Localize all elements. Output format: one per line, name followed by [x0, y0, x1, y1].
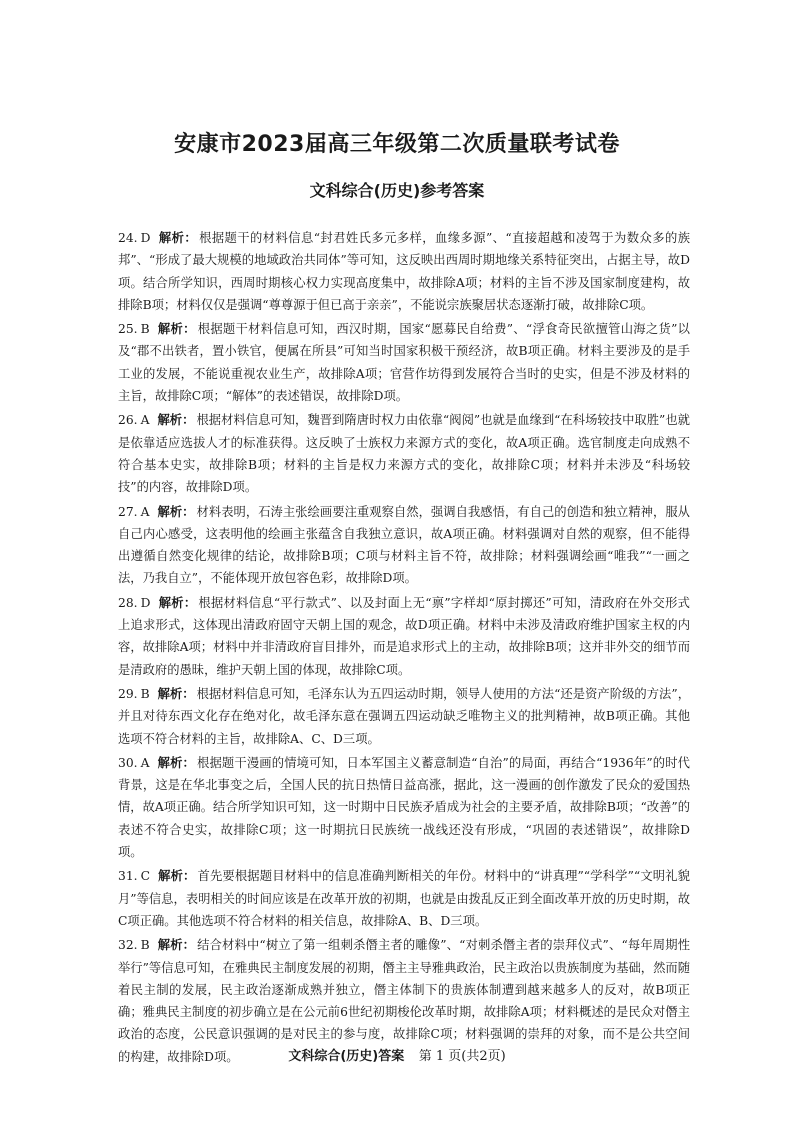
document-subtitle: 文科综合(历史)参考答案: [309, 181, 485, 200]
answer-key: A: [140, 504, 150, 519]
analysis-text: 材料表明，石涛主张绘画要注重观察自然，强调自我感悟，有自己的创造和独立精神，服从自己内心感受，这表明他的绘画主张蕴含自我独立意识，故A项正确。材料强调对自然的观察，但不能得出遵循自然变化规律的结论，故排除B项；C项与材料主旨不符，故排除；材料强调绘画“唯我”“一画之法，乃我自立”，不能体现开放包容色彩，故排除D项。: [118, 504, 690, 586]
analysis-label: 解析：: [157, 321, 196, 337]
answer-item: [118, 683, 690, 750]
document-title: 安康市2023届高三年级第二次质量联考试卷: [174, 132, 620, 157]
answer-list: [118, 227, 690, 1070]
answer-number: 25.: [118, 322, 138, 337]
analysis-label: 解析：: [157, 503, 195, 519]
answer-item: [118, 409, 690, 498]
answer-key: A: [140, 755, 150, 770]
answer-item: [118, 227, 690, 316]
answer-number: 32.: [118, 938, 138, 953]
answer-key: B: [140, 686, 150, 701]
answer-item: [118, 501, 690, 590]
analysis-label: 解析：: [157, 412, 195, 428]
answer-key: A: [140, 413, 150, 428]
answer-number: 27.: [118, 504, 138, 519]
answer-number: 29.: [118, 686, 138, 701]
footer-label: 文科综合(历史)答案: [288, 1049, 405, 1064]
answer-number: 28.: [118, 595, 138, 610]
analysis-text: 根据材料信息可知，毛泽东认为五四运动时期，领导人使用的方法“还是资产阶级的方法”，并且对待东西文化存在绝对化，故毛泽东意在强调五四运动缺乏唯物主义的批判精神，故B项正确。其他选项不符合材料的主旨，故排除A、C、D三项。: [118, 686, 690, 746]
analysis-label: 解析：: [158, 230, 198, 245]
answer-number: 24.: [118, 231, 138, 245]
analysis-text: 根据题干材料信息可知，西汉时期，国家“愿募民自给费”、“浮食奇民欲擅管山海之货”以及“郡不出铁者，置小铁官，便属在所县”可知当时国家积极干预经济，故B项正确。材料主要涉及的是手工业的发展，不能说重视农业生产，故排除A项；官营作坊得到发展符合当时的史实，但是不涉及材料的主旨，故排除C项；“解体”的表述错误，故排除D项。: [118, 322, 690, 404]
analysis-text: 结合材料中“树立了第一组刺杀僭主者的雕像”、“对刺杀僭主者的崇拜仪式”、“每年周期性举行”等信息可知，在雅典民主制度发展的初期，僭主主导雅典政治，民主政治以贵族制度为基础，然而随着民主制的发展，民主政治逐渐成熟并独立，僭主体制下的贵族体制遭到越来越多人的反对，故B项正确；雅典民主制度的初步确立是在公元前6世纪初期梭伦改革时期，故排除A项；材料概述的是民众对僭主政治的态度，公民意识强调的是对民主的参与度，故排除C项；材料强调的崇拜的对象，而不是公共空间的构建，故排除D项。: [118, 938, 690, 1064]
analysis-label: 解析：: [157, 754, 195, 770]
footer-page-number: 第 1 页(共2页): [418, 1049, 506, 1064]
answer-key: C: [140, 869, 150, 884]
analysis-text: 根据题干的材料信息“封君姓氏多元多样，血缘多源”、“直接超越和凌驾于为数众多的族邦”、“形成了最大规模的地域政治共同体”等可知，这反映出西周时期地缘关系特征突出，占据主导，故D项。结合所学知识，西周时期核心权力实现高度集中，故排除A项；材料的主旨不涉及国家制度建构，故排除B项；材料仅仅是强调“尊尊源于但已高于亲亲”，不能说宗族聚居状态逐渐打破，故排除C项。: [118, 231, 690, 312]
page-footer: [0, 1045, 794, 1064]
answer-key: D: [140, 231, 151, 245]
analysis-text: 根据题干漫画的情境可知，日本军国主义蓄意制造“自治”的局面，再结合“1936年”的时代背景，这是在华北事变之后，全国人民的抗日热情日益高涨，据此，这一漫画的创作激发了民众的爱国热情，故A项正确。结合所学知识可知，这一时期中日民族矛盾成为社会的主要矛盾，故排除B项；“改善”的表述不符合史实，故排除C项；这一时期抗日民族统一战线还没有形成，“巩固的表述错误”，故排除D项。: [118, 755, 690, 860]
answer-key: B: [140, 938, 150, 953]
answer-key: D: [140, 595, 151, 610]
answer-number: 26.: [118, 413, 138, 428]
answer-key: B: [140, 322, 150, 337]
answer-item: [118, 592, 690, 681]
analysis-label: 解析：: [158, 594, 197, 610]
answer-item: [118, 865, 690, 932]
analysis-text: 根据材料信息可知，魏晋到隋唐时权力由依靠“阀阅”也就是血缘到“在科场较技中取胜”也就是依靠适应选拔人才的标准获得。这反映了士族权力来源方式的变化，故A项正确。选官制度走向成熟不符合基本史实，故排除B项；材料的主旨是权力来源方式的变化，故排除C项；材料并未涉及“科场较技”的内容，故排除D项。: [118, 413, 690, 495]
analysis-label: 解析：: [157, 937, 196, 953]
analysis-text: 首先要根据题目材料中的信息准确判断相关的年份。材料中的“讲真理”“学科学”“文明礼貌月”等信息，表明相关的时间应该是在改革开放的初期，也就是由拨乱反正到全面改革开放的历史时期，故C项正确。其他选项不符合材料的相关信息，故排除A、B、D三项。: [118, 869, 690, 928]
analysis-text: 根据材料信息“平行款式”、以及封面上无“禀”字样却“原封掷还”可知，清政府在外交形式上追求形式，这体现出清政府固守天朝上国的观念，故D项正确。材料中未涉及清政府维护国家主权的内容，故排除A项；材料中并非清政府盲目排外，而是追求形式上的主动，故排除B项；这并非外交的细节而是清政府的愚昧，维护天朝上国的体现，故排除C项。: [118, 595, 690, 677]
answer-number: 31.: [118, 869, 138, 884]
answer-number: 30.: [118, 755, 138, 770]
answer-item: [118, 752, 690, 863]
analysis-label: 解析：: [157, 868, 196, 884]
answer-item: [118, 318, 690, 407]
analysis-label: 解析：: [157, 685, 195, 701]
